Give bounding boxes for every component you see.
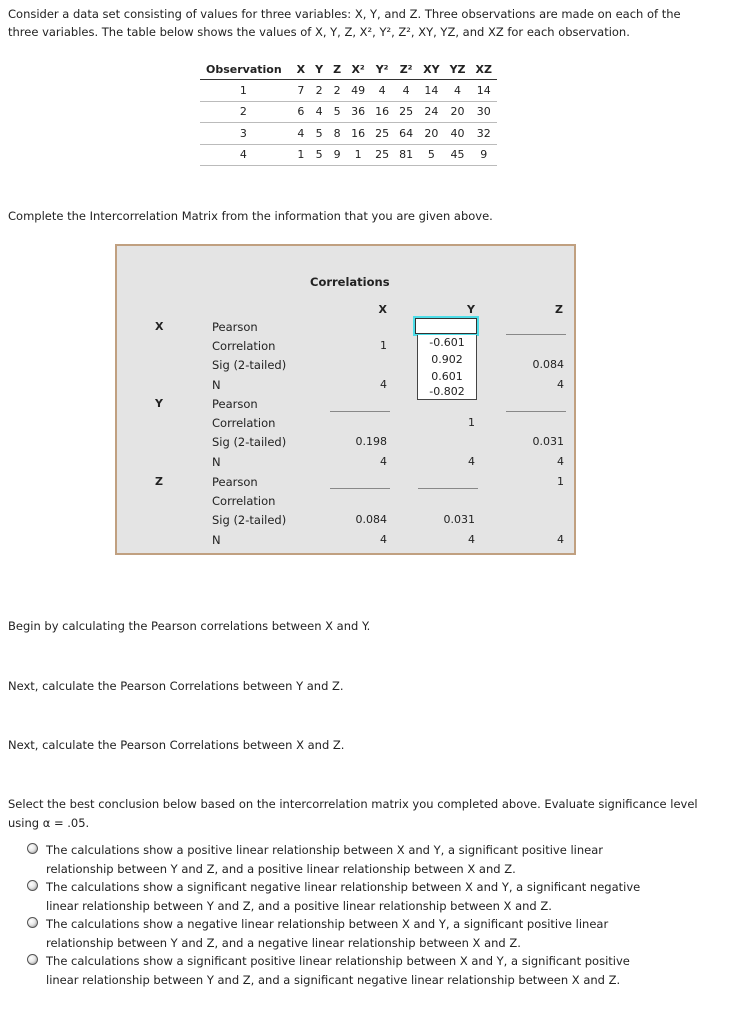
cell: 14	[471, 80, 497, 102]
col-header-z: Z	[555, 303, 563, 316]
zy-sig: 0.031	[443, 513, 475, 526]
cell: 30	[471, 101, 497, 123]
dropdown-option[interactable]: -0.601	[429, 336, 465, 349]
zx-correlation-blank[interactable]	[330, 488, 390, 489]
xz-n: 4	[557, 378, 564, 391]
table-row	[200, 123, 497, 145]
col-header-observation: Observation	[200, 60, 292, 80]
cell: 16	[346, 123, 370, 145]
label-correlation: Correlation	[212, 494, 276, 508]
option-text: The calculations show a significant positive linear relationship between X and Y, a significant positive linear relationship between Y and Z, and a significant negative linear relationship between X and Z.	[46, 954, 630, 987]
dropdown-option[interactable]: -0.802	[429, 385, 465, 398]
cell: 5	[328, 101, 346, 123]
col-header-x: X	[292, 60, 310, 80]
cell: 2	[200, 101, 292, 123]
conclusion-line-2: using α = .05.	[8, 816, 90, 830]
row-header-x: X	[155, 320, 164, 333]
option-text: The calculations show a positive linear relationship between X and Y, a significant positive linear relationship between Y and Z, and a positive linear relationship between X and Z.	[46, 843, 603, 876]
radio-button-icon[interactable]	[27, 880, 38, 891]
yz-correlation-blank[interactable]	[506, 411, 566, 412]
intro-line-2: three variables. The table below shows the values of X, Y, Z, X², Y², Z², XY, YZ, and XZ for each observation.	[8, 25, 630, 39]
dropdown-option[interactable]: 0.902	[431, 353, 463, 366]
xx-n: 4	[380, 378, 387, 391]
yy-n: 4	[468, 455, 475, 468]
cell: 4	[200, 144, 292, 166]
cell: 9	[471, 144, 497, 166]
label-n: N	[212, 455, 221, 469]
cell: 14	[418, 80, 444, 102]
cell: 25	[394, 101, 418, 123]
zx-n: 4	[380, 533, 387, 546]
table-row	[200, 80, 497, 102]
cell: 64	[394, 123, 418, 145]
col-header-y2: Y²	[370, 60, 394, 80]
cell: 1	[346, 144, 370, 166]
xz-correlation-blank[interactable]	[506, 334, 566, 335]
table-header-row	[200, 60, 497, 80]
zy-n: 4	[468, 533, 475, 546]
cell: 24	[418, 101, 444, 123]
label-correlation: Correlation	[212, 416, 276, 430]
cell: 81	[394, 144, 418, 166]
col-header-y: Y	[310, 60, 328, 80]
cell: 1	[200, 80, 292, 102]
observation-table	[200, 60, 497, 166]
label-sig: Sig (2-tailed)	[212, 435, 287, 449]
cell: 5	[310, 144, 328, 166]
correlations-panel	[115, 244, 576, 555]
cell: 49	[346, 80, 370, 102]
cell: 20	[445, 101, 471, 123]
cell: 4	[310, 101, 328, 123]
label-pearson: Pearson	[212, 397, 258, 411]
cell: 4	[394, 80, 418, 102]
xy-select-box[interactable]	[415, 318, 477, 334]
cell: 5	[418, 144, 444, 166]
label-n: N	[212, 533, 221, 547]
label-sig: Sig (2-tailed)	[212, 513, 287, 527]
col-header-x2: X²	[346, 60, 370, 80]
intro-line-1: Consider a data set consisting of values for three variables: X, Y, and Z. Three observations are made on each of the	[8, 7, 681, 21]
radio-button-icon[interactable]	[27, 917, 38, 928]
yy-correlation: 1	[468, 416, 475, 429]
cell: 25	[370, 144, 394, 166]
cell: 20	[418, 123, 444, 145]
label-sig: Sig (2-tailed)	[212, 358, 287, 372]
label-n: N	[212, 378, 221, 392]
col-header-y: Y	[467, 303, 475, 316]
cell: 4	[445, 80, 471, 102]
cell: 3	[200, 123, 292, 145]
label-pearson: Pearson	[212, 320, 258, 334]
label-correlation: Correlation	[212, 339, 276, 353]
yz-sig: 0.031	[532, 435, 564, 448]
zx-sig: 0.084	[355, 513, 387, 526]
cell: 7	[292, 80, 310, 102]
cell: 36	[346, 101, 370, 123]
col-header-x: X	[378, 303, 387, 316]
table-row	[200, 101, 497, 123]
yz-n: 4	[557, 455, 564, 468]
cell: 32	[471, 123, 497, 145]
cell: 8	[328, 123, 346, 145]
zz-correlation: 1	[557, 475, 564, 488]
col-header-xz: XZ	[471, 60, 497, 80]
cell: 45	[445, 144, 471, 166]
col-header-yz: YZ	[445, 60, 471, 80]
cell: 40	[445, 123, 471, 145]
cell: 4	[370, 80, 394, 102]
step-1-text: Begin by calculating the Pearson correlations between X and Y.	[8, 619, 371, 633]
cell: 5	[310, 123, 328, 145]
xx-correlation: 1	[380, 339, 387, 352]
cell: 9	[328, 144, 346, 166]
cell: 2	[328, 80, 346, 102]
instruction-text: Complete the Intercorrelation Matrix from the information that you are given above.	[8, 209, 493, 223]
col-header-xy: XY	[418, 60, 444, 80]
correlations-title: Correlations	[310, 275, 390, 289]
zz-n: 4	[557, 533, 564, 546]
yx-n: 4	[380, 455, 387, 468]
yx-correlation-blank[interactable]	[330, 411, 390, 412]
cell: 1	[292, 144, 310, 166]
option-text: The calculations show a negative linear relationship between X and Y, a significant positive linear relationship between Y and Z, and a negative linear relationship between X and Z.	[46, 917, 609, 950]
radio-button-icon[interactable]	[27, 843, 38, 854]
conclusion-line-1: Select the best conclusion below based on the intercorrelation matrix you completed above. Evaluate significance level	[8, 797, 698, 811]
xy-options-list[interactable]	[417, 335, 477, 400]
col-header-z: Z	[328, 60, 346, 80]
cell: 6	[292, 101, 310, 123]
dropdown-option[interactable]: 0.601	[431, 370, 463, 383]
col-header-z2: Z²	[394, 60, 418, 80]
zy-correlation-blank[interactable]	[418, 488, 478, 489]
yx-sig: 0.198	[355, 435, 387, 448]
radio-button-icon[interactable]	[27, 954, 38, 965]
row-header-z: Z	[155, 475, 163, 488]
option-text: The calculations show a significant negative linear relationship between X and Y, a significant negative linear relationship between Y and Z, and a positive linear relationship between X and Z.	[46, 880, 641, 913]
cell: 25	[370, 123, 394, 145]
label-pearson: Pearson	[212, 475, 258, 489]
cell: 4	[292, 123, 310, 145]
cell: 2	[310, 80, 328, 102]
row-header-y: Y	[155, 397, 163, 410]
xy-correlation-dropdown[interactable]	[415, 318, 482, 400]
xz-sig: 0.084	[532, 358, 564, 371]
step-3-text: Next, calculate the Pearson Correlations between X and Z.	[8, 738, 345, 752]
table-row	[200, 144, 497, 166]
step-2-text: Next, calculate the Pearson Correlations between Y and Z.	[8, 679, 344, 693]
cell: 16	[370, 101, 394, 123]
